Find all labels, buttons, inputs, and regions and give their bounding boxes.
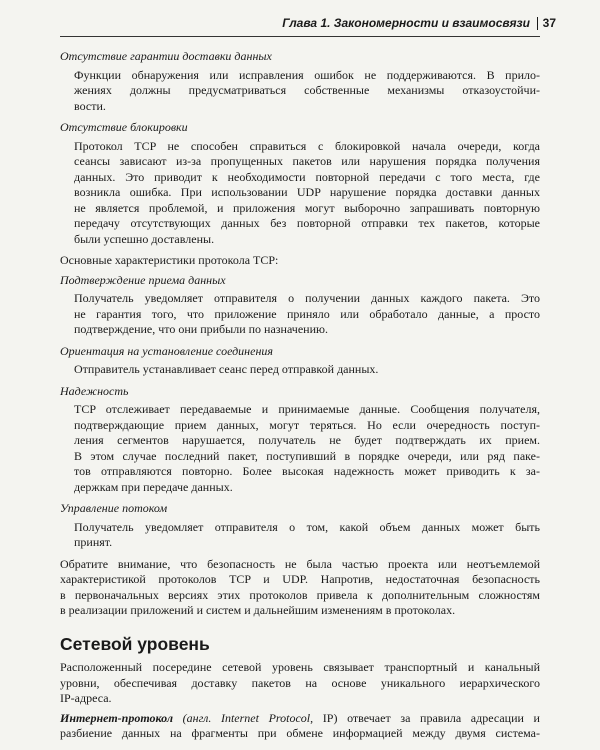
- item-body: Получатель уведомляет отправителя о том, какой объем данных может быть принят.: [74, 519, 540, 549]
- term-english: Internet Protocol: [220, 710, 311, 725]
- item-body: Протокол TCP не способен справиться с блокировкой начала очереди, когда сеансы зависают из-за пропущенных пакетов или нарушения порядка получения данных. Это приводит к необходимости повторной передачи с того места, где возникла ошибка. При использовании UDP нарушение порядка доставки данных не является проблемой, и приложения могут выборочно запрашивать повторную передачу отсутствующих данных без повторной отправки тех пакетов, которые были успешно доставлены.: [74, 138, 540, 246]
- ip-line-2: разбиение данных на фрагменты при обмене информацией между двумя система-: [60, 726, 540, 740]
- item-title: Управление потоком: [60, 501, 168, 515]
- item-title: Надежность: [60, 383, 129, 398]
- item-body: Получатель уведомляет отправителя о получении данных каждого пакета. Это не гарантия того, что приложение приняло или обработало данные, а просто подтверждение, что они прибыли по назначению.: [74, 291, 540, 336]
- page-content: [60, 45, 540, 746]
- page-number: 37: [542, 16, 556, 30]
- term-ip: Интернет-протокол: [60, 710, 173, 725]
- section-paragraph: Расположенный посередине сетевой уровень связывает транспортный и канальный уровни, обеспечивая доставку пакетов на основе уникального иерархического IP-адреса.: [60, 660, 540, 705]
- attention-paragraph: Обратите внимание, что безопасность не была частью проекта или неотъемлемой характеристикой протоколов TCP и UDP. Напротив, недостаточная безопасность в первоначальных версиях этих протоколов привела к дополнительным сложностям в реализации приложений и систем и дальнейшим изменениям в протоколах.: [60, 556, 540, 617]
- ip-line-1: Интернет-протокол (англ. Internet Protocol, IP) отвечает за правила адресации и: [60, 710, 540, 725]
- tcp-intro: Основные характеристики протокола TCP:: [60, 253, 279, 267]
- running-header: Глава 1. Закономерности и взаимосвязи: [282, 16, 530, 30]
- ip-paragraph: [60, 711, 540, 742]
- item-body: Функции обнаружения или исправления ошибок не поддерживаются. В прило- жениях должны предусматриваться собственные механизмы отказоустойчи- вости.: [74, 67, 540, 113]
- item-title: Подтверждение приема данных: [60, 272, 226, 287]
- item-title: Отсутствие гарантии доставки данных: [60, 49, 272, 63]
- item-body: Отправитель устанавливает сеанс перед отправкой данных.: [74, 362, 379, 376]
- item-body: TCP отслеживает передаваемые и принимаемые данные. Сообщения получателя, подтверждающие прием данных, могут теряться. Но если очередность поступ- ления сегментов нарушается, получатель не будет подтверждать их прием. В этом случае последний пакет, поступивший в порядке очереди, или ряд паке- тов отправляются повторно. Более высокая надежность может приводить к за- держкам при передаче данных.: [74, 402, 540, 494]
- item-title: Ориентация на установление соединения: [60, 343, 273, 358]
- header-separator: [537, 17, 538, 30]
- item-title: Отсутствие блокировки: [60, 120, 188, 134]
- header-rule: [60, 36, 540, 37]
- section-heading: Сетевой уровень: [60, 633, 210, 654]
